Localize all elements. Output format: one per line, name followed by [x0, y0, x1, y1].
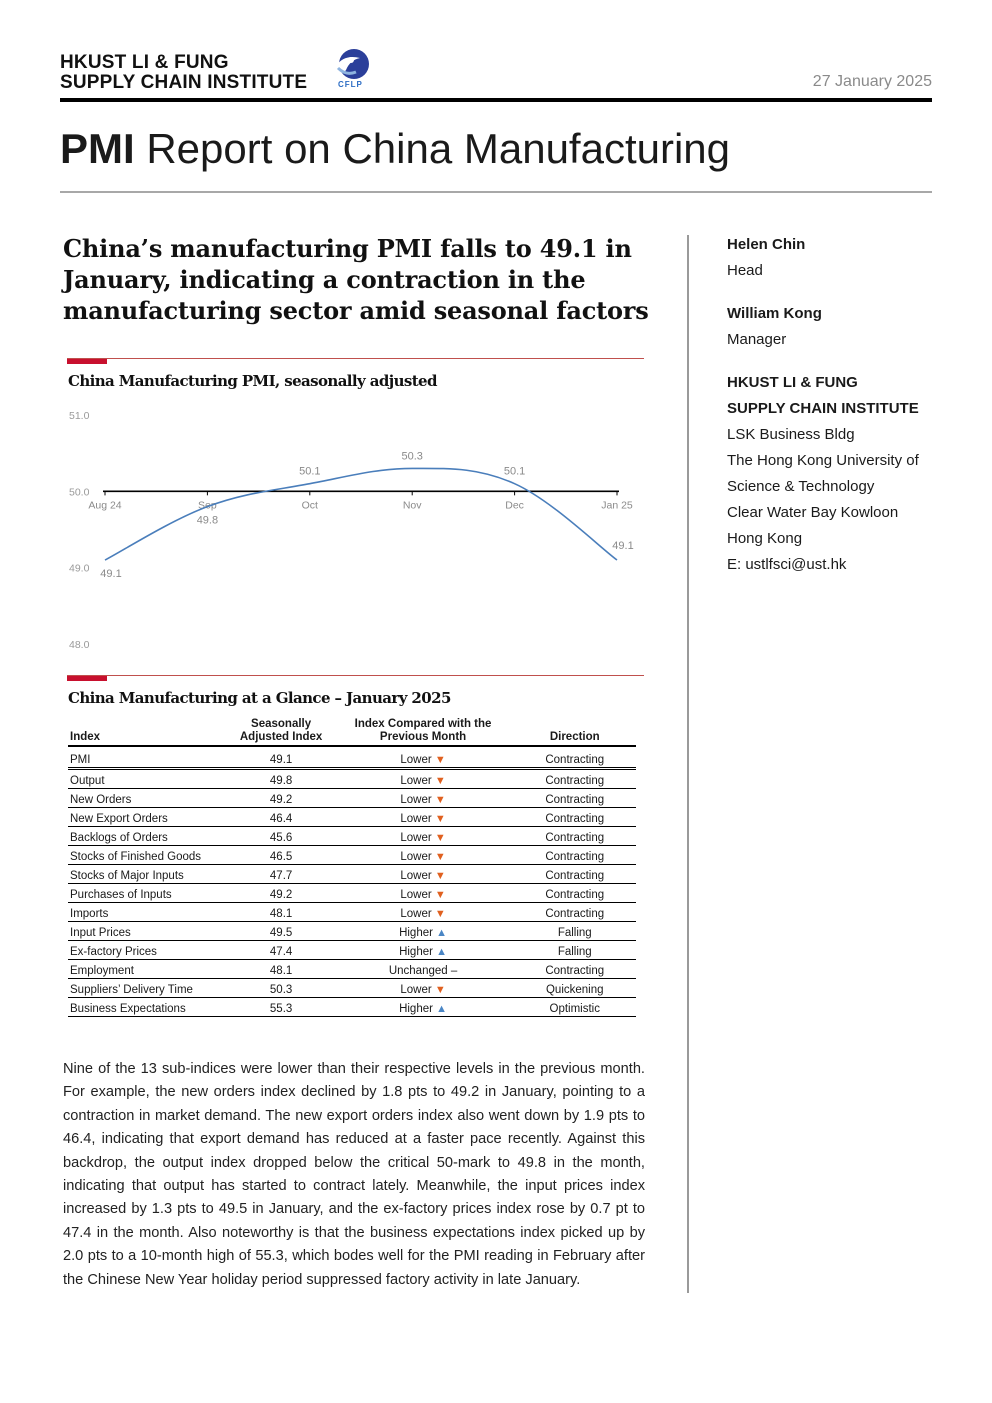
- cell-compare: [333, 922, 514, 941]
- compare-text: Lower: [400, 908, 432, 920]
- arrow-up-icon: ▲: [436, 927, 448, 939]
- cell-compare: [333, 808, 514, 827]
- title-bold: PMI: [60, 125, 135, 172]
- data-label: 49.8: [196, 514, 219, 527]
- person2-role: Manager: [727, 331, 787, 348]
- chart-title: China Manufacturing PMI, seasonally adjusted: [68, 372, 437, 390]
- cell-direction: Falling: [514, 922, 636, 941]
- cell-direction: Contracting: [514, 903, 636, 922]
- col-sa-line2: Adjusted Index: [239, 731, 323, 743]
- cell-value: 46.4: [230, 808, 333, 827]
- cell-direction: Contracting: [514, 865, 636, 884]
- arrow-down-icon: ▼: [434, 813, 446, 825]
- cell-value: 49.2: [230, 789, 333, 808]
- logo-text: CFLP: [338, 80, 363, 89]
- x-tick-label: Dec: [505, 499, 524, 512]
- cell-value: 55.3: [230, 998, 333, 1017]
- table-row: [68, 846, 636, 865]
- cell-compare: [333, 998, 514, 1017]
- table-row: [68, 998, 636, 1017]
- cell-value: 47.4: [230, 941, 333, 960]
- email-link[interactable]: E: ustlfsci@ust.hk: [727, 556, 847, 573]
- sidebar: [727, 232, 947, 578]
- sidebar-divider: [687, 235, 689, 1293]
- cell-value: 49.5: [230, 922, 333, 941]
- cell-index: Stocks of Major Inputs: [68, 865, 230, 884]
- col-cmp-line1: Index Compared with the: [354, 718, 492, 730]
- cflp-logo: [330, 46, 376, 94]
- address-line4: Clear Water Bay Kowloon: [727, 504, 899, 521]
- cell-index: Imports: [68, 903, 230, 922]
- pmi-series-line: [105, 465, 617, 560]
- table-title: China Manufacturing at a Glance – January 2025: [68, 689, 451, 707]
- cell-direction: Contracting: [514, 846, 636, 865]
- person1-role: Head: [727, 262, 763, 279]
- arrow-down-icon: ▼: [434, 984, 446, 996]
- col-direction: Direction: [514, 718, 636, 746]
- col-seasonally-adjusted: [230, 718, 333, 746]
- table-row: [68, 979, 636, 998]
- table-row: [68, 746, 636, 769]
- address-line3: Science & Technology: [727, 478, 875, 495]
- address-line2: The Hong Kong University of: [727, 452, 919, 469]
- compare-text: Lower: [400, 889, 432, 901]
- cell-index: Stocks of Finished Goods: [68, 846, 230, 865]
- org-name-line2: SUPPLY CHAIN INSTITUTE: [60, 72, 308, 93]
- x-tick-label: Nov: [402, 499, 422, 512]
- x-tick-label: Oct: [301, 499, 318, 512]
- compare-text: Higher: [399, 946, 433, 958]
- col-cmp-line2: Previous Month: [379, 731, 467, 743]
- compare-text: Higher: [399, 1003, 433, 1015]
- data-label: 49.1: [612, 540, 634, 553]
- cell-compare: [333, 769, 514, 789]
- cell-direction: Contracting: [514, 789, 636, 808]
- col-compared: [333, 718, 514, 746]
- cell-compare: [333, 960, 514, 979]
- cell-value: 45.6: [230, 827, 333, 846]
- compare-text: Lower: [400, 870, 432, 882]
- y-tick-label: 50.0: [69, 486, 90, 499]
- title-rest: Report on China Manufacturing: [134, 125, 731, 172]
- compare-text: Unchanged: [388, 965, 448, 977]
- cell-compare: [333, 903, 514, 922]
- table-row: [68, 769, 636, 789]
- cell-compare: [333, 865, 514, 884]
- cell-index: Input Prices: [68, 922, 230, 941]
- cell-index: PMI: [68, 746, 230, 769]
- y-tick-label: 49.0: [69, 562, 90, 575]
- table-row: [68, 827, 636, 846]
- cell-direction: Contracting: [514, 769, 636, 789]
- cell-value: 49.8: [230, 769, 333, 789]
- col-index: Index: [68, 718, 230, 746]
- table-row: [68, 865, 636, 884]
- cell-value: 49.1: [230, 746, 333, 769]
- table-row: [68, 941, 636, 960]
- table-row: [68, 922, 636, 941]
- glance-table-wrap: [68, 718, 636, 1017]
- cell-index: Business Expectations: [68, 998, 230, 1017]
- cell-value: 48.1: [230, 960, 333, 979]
- y-tick-label: 51.0: [69, 410, 90, 422]
- compare-text: Lower: [400, 984, 432, 996]
- table-row: [68, 808, 636, 827]
- arrow-down-icon: ▼: [434, 754, 446, 766]
- x-tick-label: Jan 25: [601, 499, 633, 512]
- sidebar-org-line2: SUPPLY CHAIN INSTITUTE: [727, 400, 919, 417]
- address-line1: LSK Business Bldg: [727, 426, 855, 443]
- arrow-down-icon: ▼: [434, 889, 446, 901]
- y-tick-label: 48.0: [69, 639, 90, 651]
- cell-index: New Orders: [68, 789, 230, 808]
- x-tick-label: Sep: [198, 499, 217, 512]
- data-label: 50.1: [503, 465, 526, 478]
- arrow-down-icon: ▼: [434, 775, 446, 787]
- data-label: 50.1: [299, 465, 321, 478]
- org-name-line1: HKUST LI & FUNG: [60, 52, 229, 73]
- body-paragraph: Nine of the 13 sub-indices were lower than their respective levels in the previous month. For example, the new orders index declined by 1.8 pts to 49.2 in January, pointing to a contraction in market demand. The new export orders index also went down by 1.9 pts to 46.4, indicating that export demand has reduced at a faster pace recently. Against this backdrop, the output index dropped below the critical 50-mark to 49.8 in the month, indicating that output has started to contract lately. Meanwhile, the input prices index increased by 1.3 pts to 49.5 in January, and the ex-factory prices index rose by 0.7 pt to 47.4 in the month. Also noteworthy is that the business expectations index picked up by 2.0 pts to a 10-month high of 55.3, which bodes well for the PMI reading in February after the Chinese New Year holiday period suppressed factory activity in late January.: [63, 1061, 645, 1288]
- address-line5: Hong Kong: [727, 530, 803, 547]
- x-tick-label: Aug 24: [88, 499, 122, 512]
- cell-index: Purchases of Inputs: [68, 884, 230, 903]
- table-section-rule: [67, 675, 644, 676]
- table-header-row: [68, 718, 636, 746]
- cell-value: 47.7: [230, 865, 333, 884]
- cell-direction: Optimistic: [514, 998, 636, 1017]
- arrow-up-icon: ▲: [436, 1003, 448, 1015]
- cell-direction: Falling: [514, 941, 636, 960]
- title-rule: [60, 191, 932, 193]
- cell-compare: [333, 979, 514, 998]
- table-row: [68, 960, 636, 979]
- cell-direction: Contracting: [514, 827, 636, 846]
- dash-icon: –: [450, 965, 458, 977]
- person1-name: Helen Chin: [727, 236, 806, 253]
- cell-index: Suppliers’ Delivery Time: [68, 979, 230, 998]
- cell-direction: Quickening: [514, 979, 636, 998]
- cell-value: 48.1: [230, 903, 333, 922]
- col-sa-line1: Seasonally: [251, 718, 312, 730]
- cell-compare: [333, 884, 514, 903]
- cell-compare: [333, 827, 514, 846]
- arrow-down-icon: ▼: [434, 908, 446, 920]
- table-row: [68, 789, 636, 808]
- glance-table: [68, 718, 636, 1017]
- chart-section-marker: [67, 359, 107, 364]
- cell-index: New Export Orders: [68, 808, 230, 827]
- arrow-down-icon: ▼: [434, 870, 446, 882]
- data-label: 49.1: [100, 568, 122, 581]
- cell-compare: [333, 941, 514, 960]
- data-label: 50.3: [401, 450, 423, 463]
- table-row: [68, 903, 636, 922]
- cell-direction: Contracting: [514, 746, 636, 769]
- compare-text: Lower: [400, 813, 432, 825]
- pmi-line-chart: [60, 400, 650, 660]
- compare-text: Lower: [400, 775, 432, 787]
- cell-value: 46.5: [230, 846, 333, 865]
- compare-text: Lower: [400, 794, 432, 806]
- cell-direction: Contracting: [514, 884, 636, 903]
- compare-text: Lower: [400, 832, 432, 844]
- cell-value: 49.2: [230, 884, 333, 903]
- cell-compare: [333, 746, 514, 769]
- table-row: [68, 884, 636, 903]
- cell-index: Backlogs of Orders: [68, 827, 230, 846]
- report-date: 27 January 2025: [812, 73, 932, 90]
- cell-compare: [333, 846, 514, 865]
- compare-text: Lower: [400, 851, 432, 863]
- page-title: [60, 125, 730, 173]
- cell-direction: Contracting: [514, 960, 636, 979]
- cell-direction: Contracting: [514, 808, 636, 827]
- table-section-marker: [67, 676, 107, 681]
- cell-index: Employment: [68, 960, 230, 979]
- arrow-up-icon: ▲: [436, 946, 448, 958]
- header-rule: [60, 98, 932, 102]
- cell-index: Ex-factory Prices: [68, 941, 230, 960]
- cell-index: Output: [68, 769, 230, 789]
- arrow-down-icon: ▼: [434, 851, 446, 863]
- compare-text: Lower: [400, 754, 432, 766]
- chart-section-rule: [67, 358, 644, 359]
- headline: China’s manufacturing PMI falls to 49.1 in January, indicating a contraction in the manufacturing sector amid seasonal factors: [63, 234, 649, 325]
- person2-name: William Kong: [727, 305, 822, 322]
- compare-text: Higher: [399, 927, 433, 939]
- table-body: [68, 746, 636, 1017]
- arrow-down-icon: ▼: [434, 794, 446, 806]
- cell-value: 50.3: [230, 979, 333, 998]
- cell-compare: [333, 789, 514, 808]
- sidebar-org-line1: HKUST LI & FUNG: [727, 374, 858, 391]
- arrow-down-icon: ▼: [434, 832, 446, 844]
